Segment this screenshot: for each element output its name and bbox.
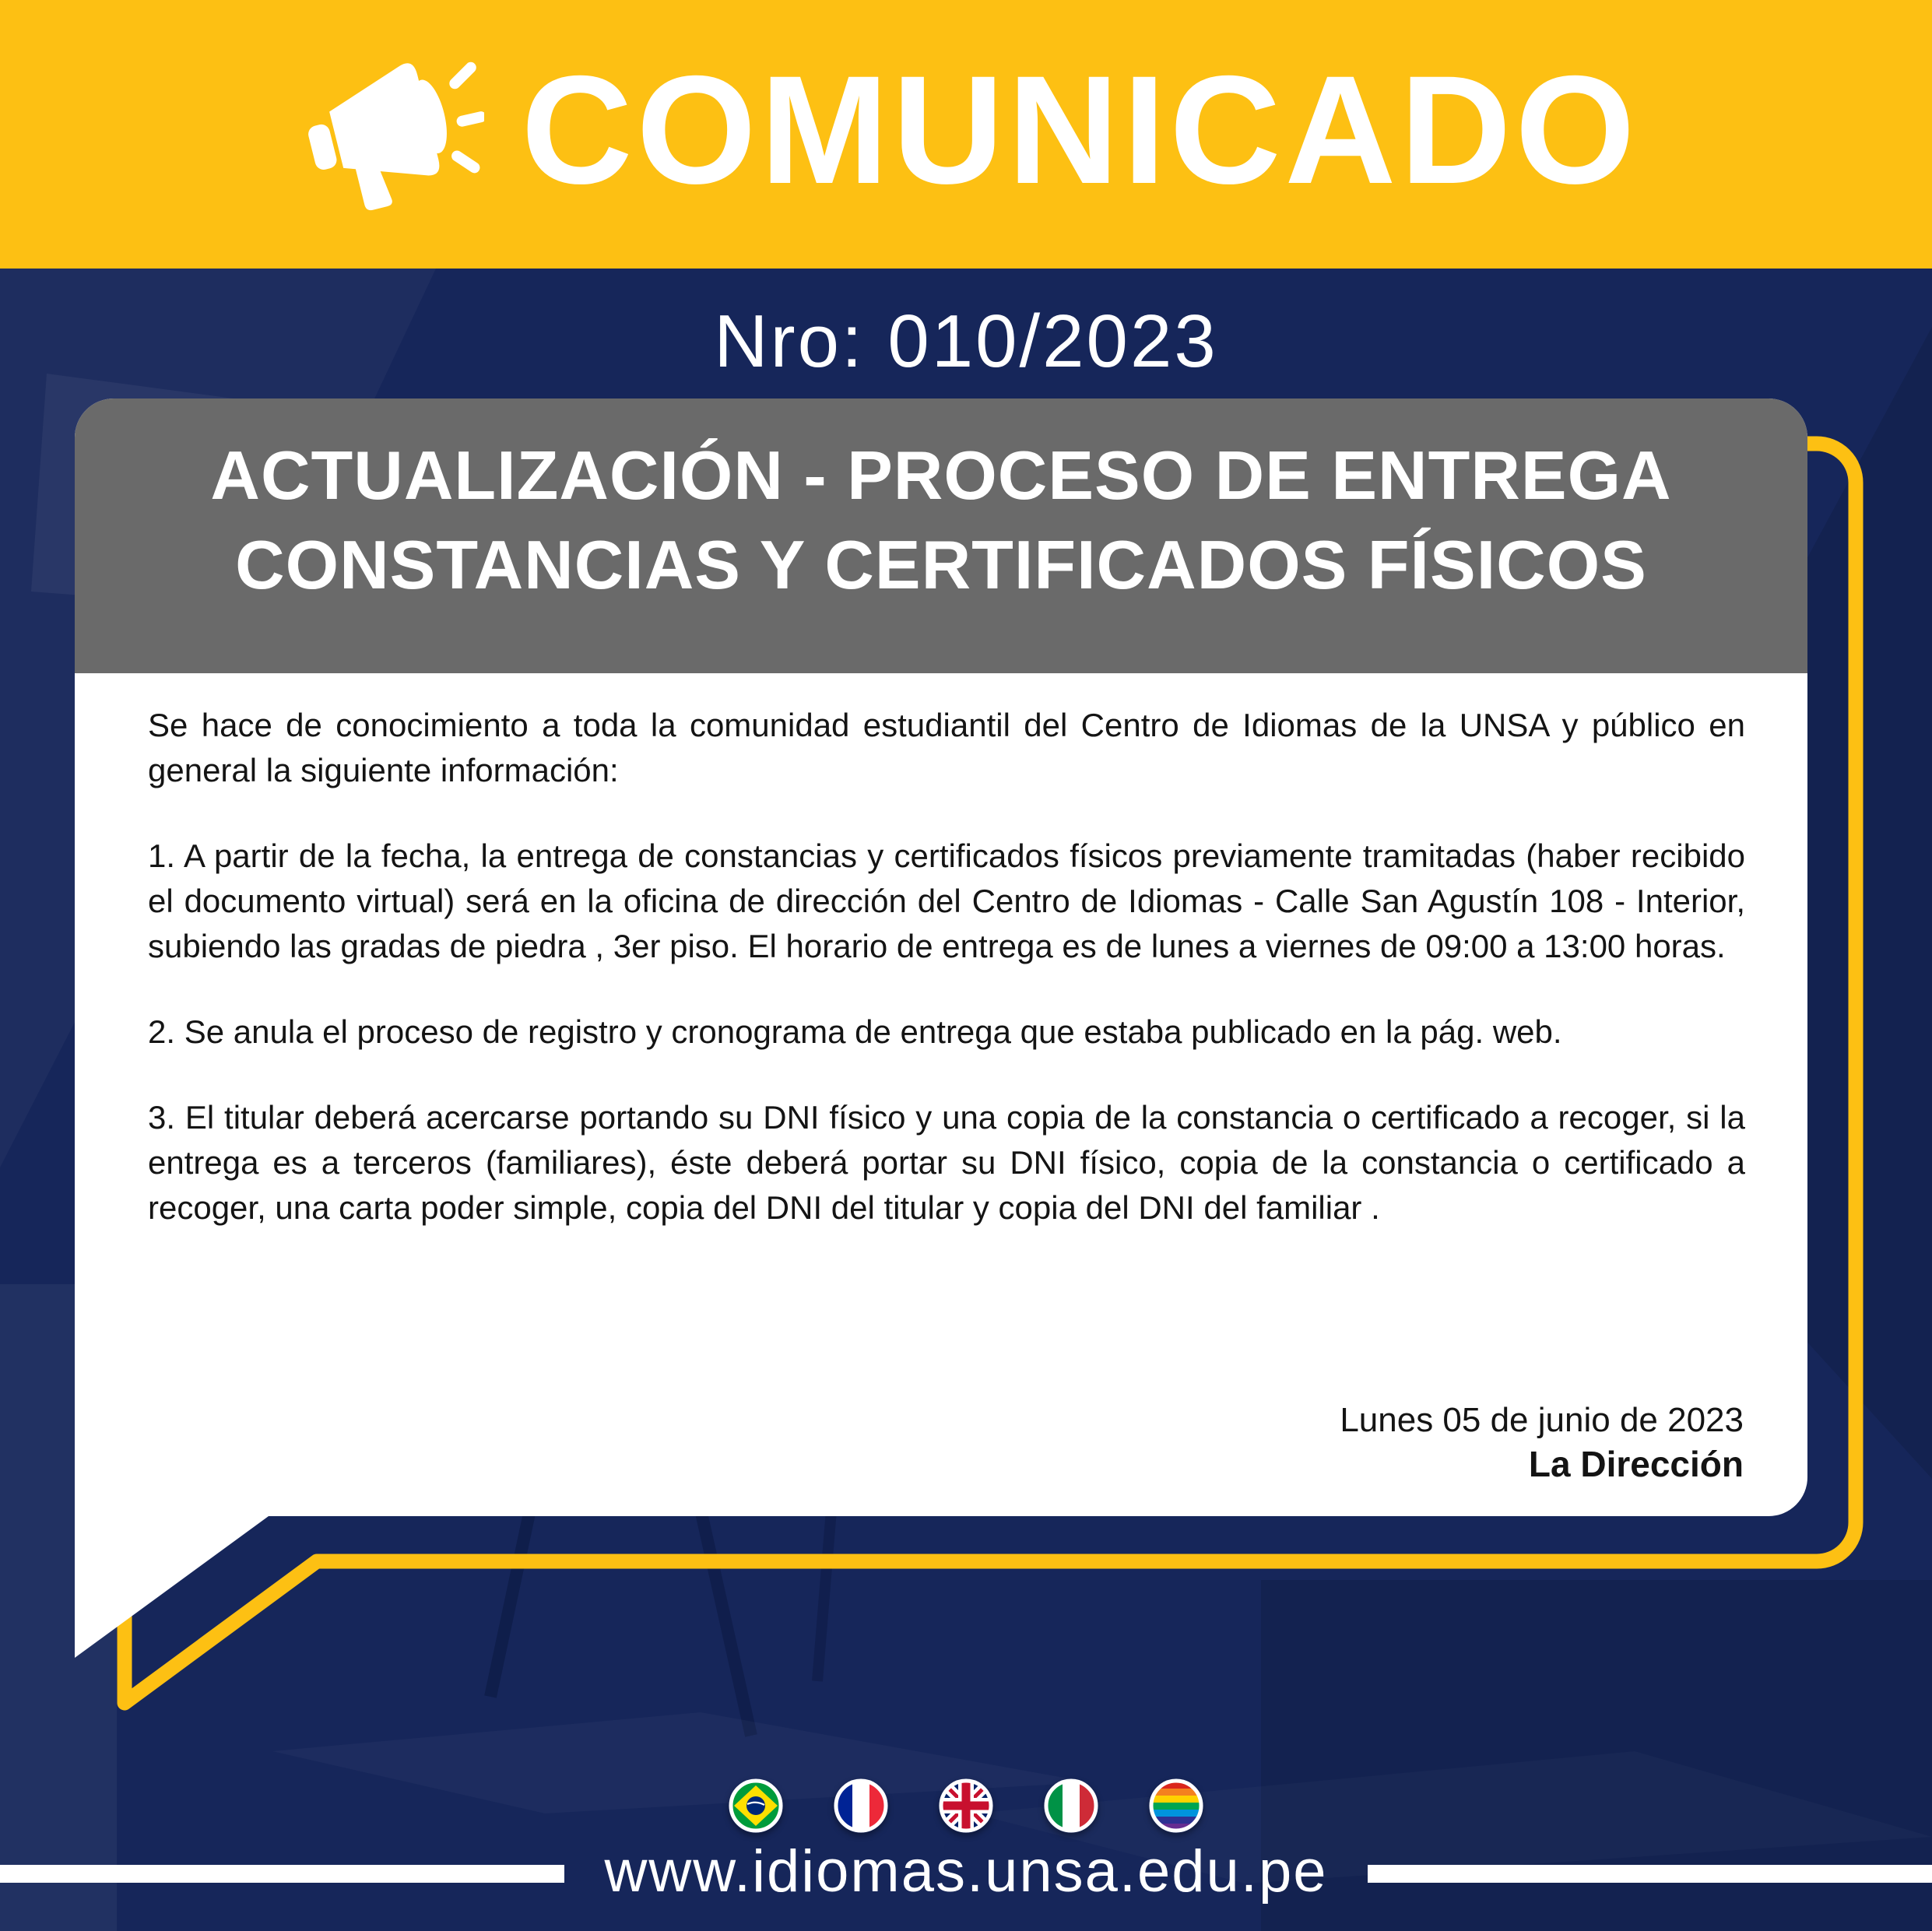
website-row xyxy=(0,1838,1932,1908)
uk-flag-icon xyxy=(939,1778,993,1833)
notice-date: Lunes 05 de junio de 2023 xyxy=(1340,1401,1744,1439)
notice-paragraph: 2. Se anula el proceso de registro y cronograma de entrega que estaba publicado en la pág. web. xyxy=(148,1013,1562,1050)
notice-number: Nro: 010/2023 xyxy=(714,300,1218,383)
right-divider-bar xyxy=(1368,1865,1932,1883)
notice-paragraph: 3. El titular deberá acercarse portando su DNI físico y una copia de la constancia o certificado a recoger, si la entrega es a terceros (familiares), éste deberá portar su DNI físico, copia de la constancia o certificado a recoger, una carta poder simple, copia del DNI del titular y copia del DNI del familiar . xyxy=(148,1099,1745,1226)
notice-paragraph: Se hace de conocimiento a toda la comunidad estudiantil del Centro de Idiomas de la UNSA y público en general la siguiente información: xyxy=(148,707,1745,788)
rainbow-flag-icon xyxy=(1149,1778,1203,1833)
france-flag-icon xyxy=(834,1778,888,1833)
notice-paragraph: 1. A partir de la fecha, la entrega de constancias y certificados físicos previamente tramitadas (haber recibido el documento virtual) será en la oficina de dirección del Centro de Idiomas - Calle San Agustín 108 - Interior, subiendo las gradas de piedra , 3er piso. El horario de entrega es de lunes a viernes de 09:00 a 13:00 horas. xyxy=(148,837,1745,964)
banner-title: COMUNICADO xyxy=(521,43,1639,216)
left-divider-bar xyxy=(0,1865,564,1883)
italy-flag-icon xyxy=(1044,1778,1098,1833)
website-url: www.idiomas.unsa.edu.pe xyxy=(604,1838,1328,1905)
language-flags xyxy=(0,1778,1932,1834)
notice-signature: La Dirección xyxy=(1528,1444,1744,1484)
date-block xyxy=(1043,1398,1744,1487)
notice-title xyxy=(75,430,1807,609)
brazil-flag-icon xyxy=(729,1778,783,1833)
notice-title-line2: CONSTANCIAS Y CERTIFICADOS FÍSICOS xyxy=(235,526,1647,603)
notice-body xyxy=(148,703,1745,1271)
notice-title-line1: ACTUALIZACIÓN - PROCESO DE ENTREGA xyxy=(210,437,1672,514)
